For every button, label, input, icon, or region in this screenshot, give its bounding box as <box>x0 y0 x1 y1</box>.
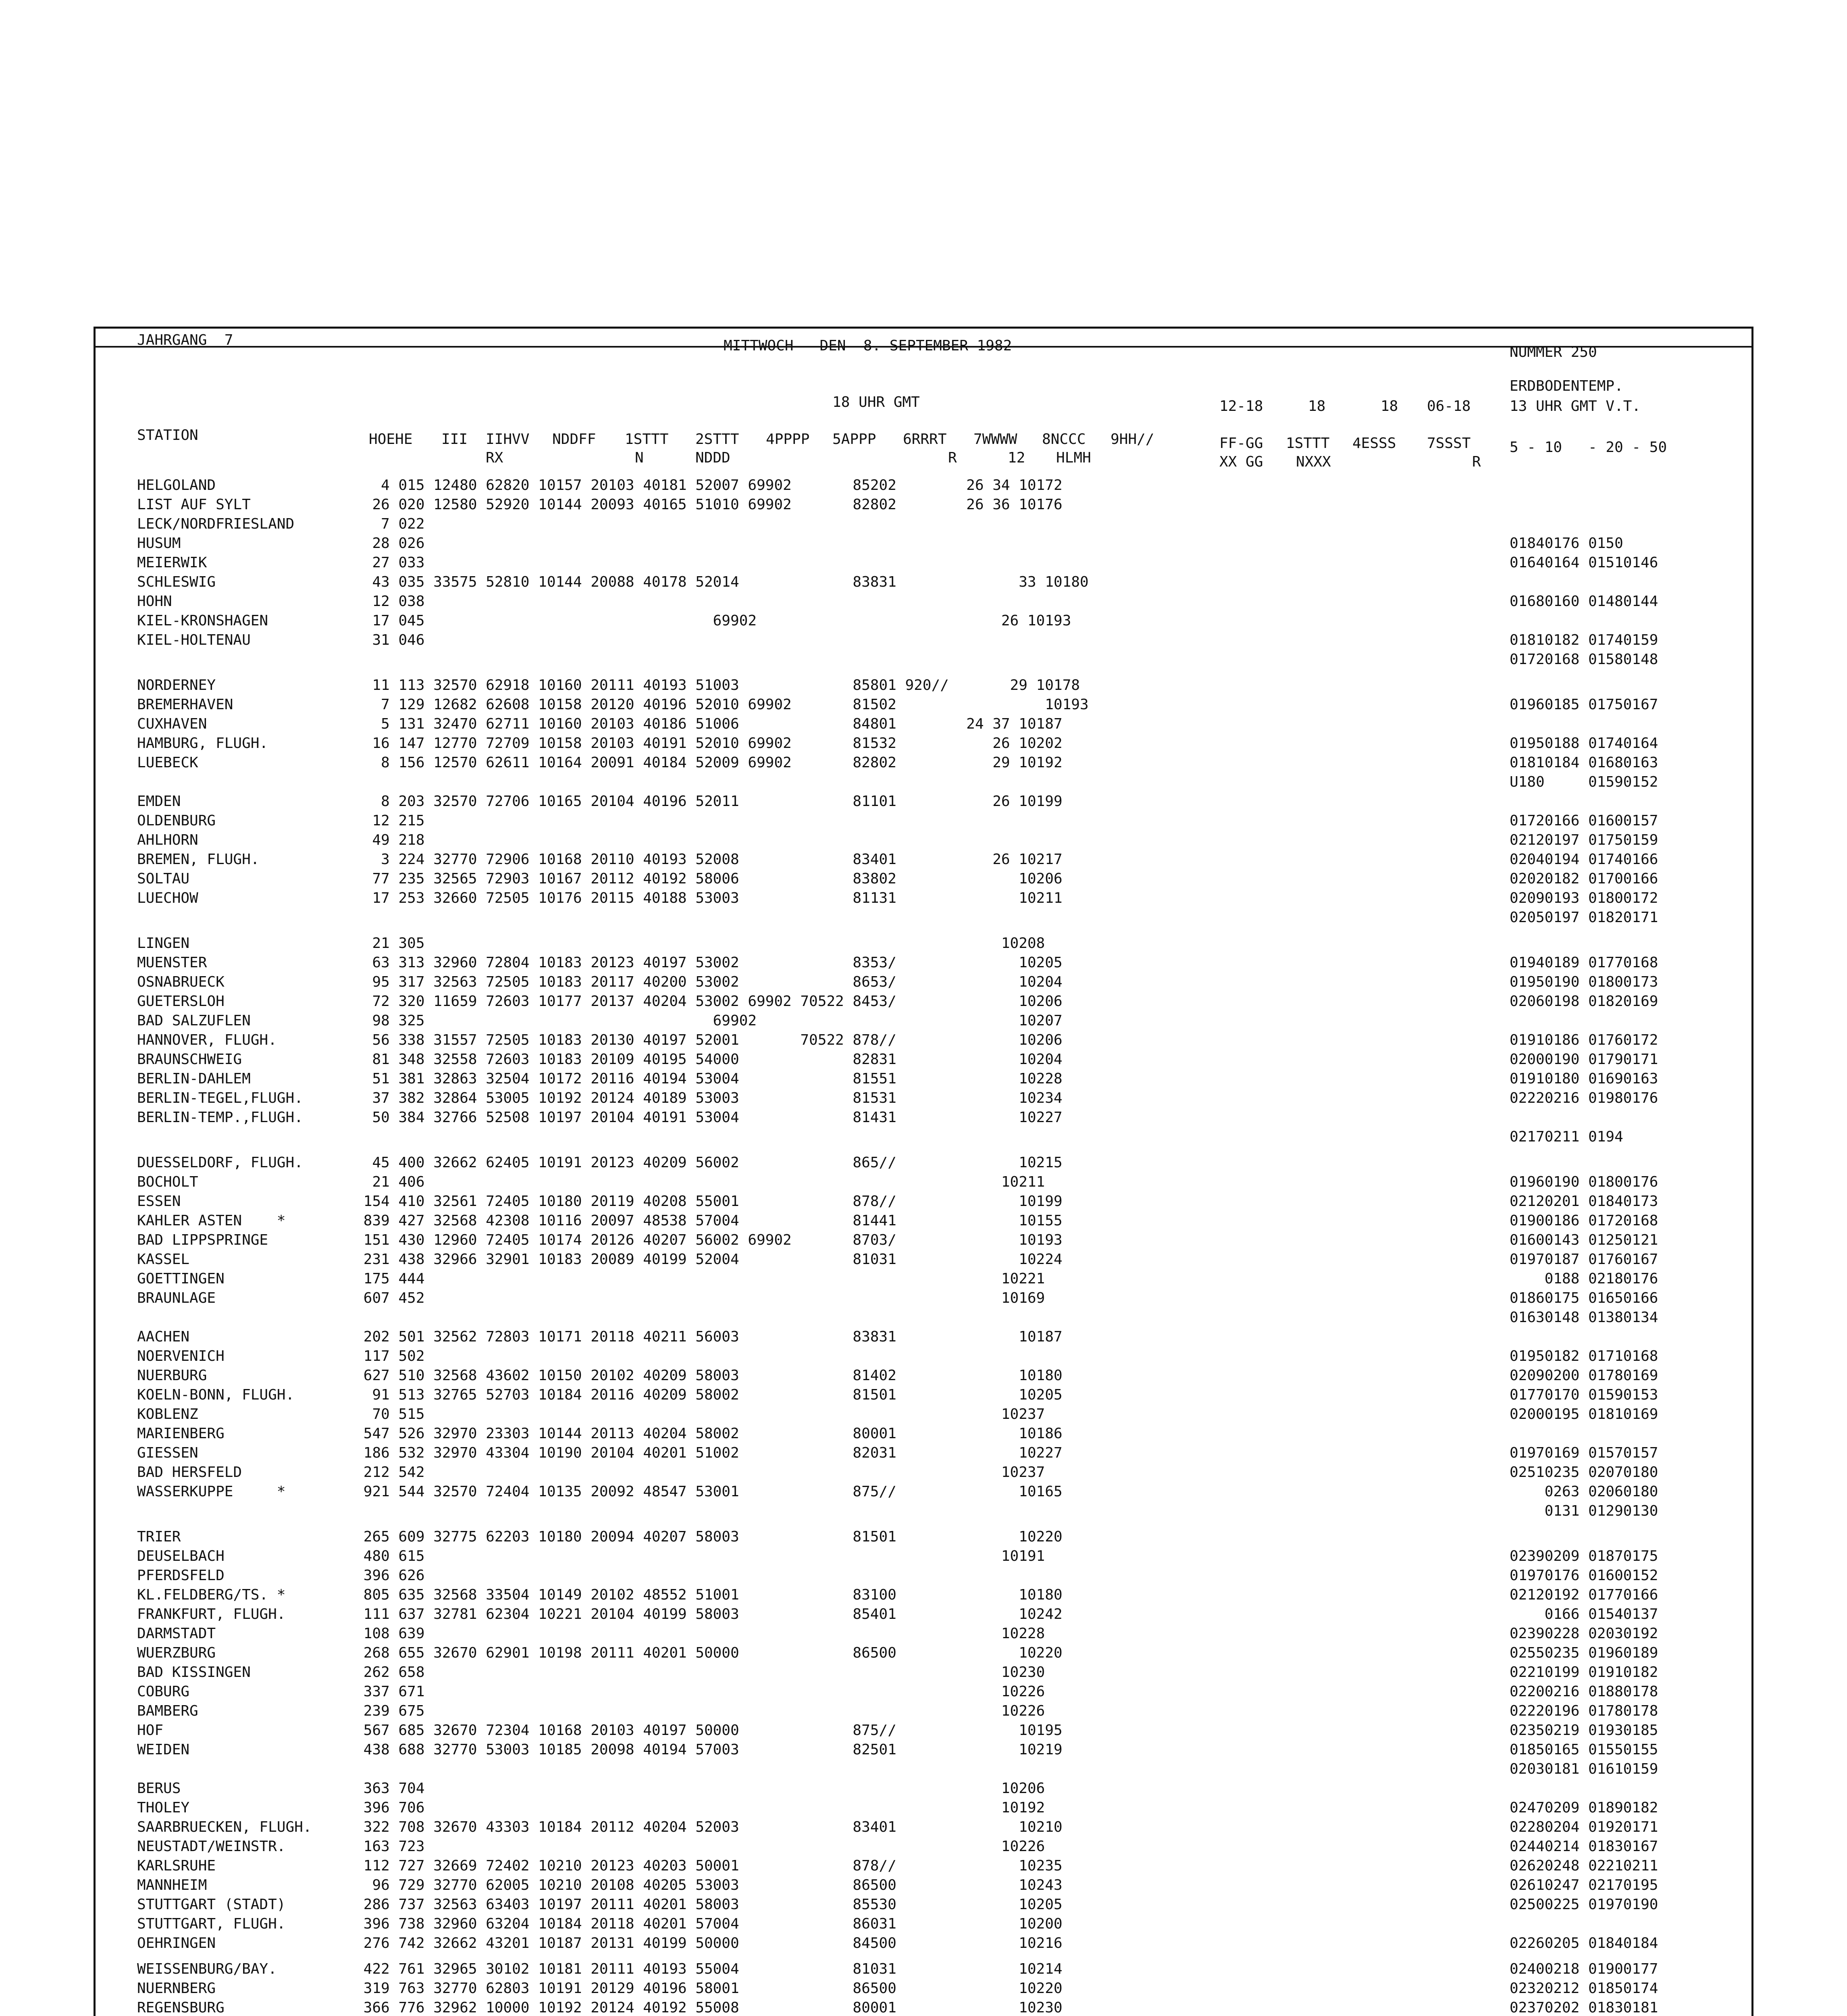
col-12: 12 <box>1008 450 1025 466</box>
station-name: STUTTGART (STADT) <box>137 1896 286 1913</box>
station-data: 163 723 10226 <box>355 1838 1045 1855</box>
soil-temperature: 01860175 01650166 <box>1510 1290 1658 1306</box>
soil-temperature: 01950182 01710168 <box>1510 1348 1658 1364</box>
col-nddff: NDDFF <box>552 431 596 448</box>
station-data: 231 438 32966 32901 10183 20089 40199 52004 81031 10224 <box>355 1251 1063 1268</box>
station-data: 12 038 <box>355 593 425 610</box>
station-name: WEISSENBURG/BAY. <box>137 1961 277 1977</box>
station-name: MANNHEIM <box>137 1877 207 1893</box>
station-data: 50 384 32766 52508 10197 20104 40191 53004 81431 10227 <box>355 1109 1063 1126</box>
col-1sttt: 1STTT <box>625 431 669 448</box>
station-name: BERLIN-TEGEL,FLUGH. <box>137 1090 303 1106</box>
col-iii: III <box>441 431 468 448</box>
col-18a: 18 <box>1308 398 1326 414</box>
station-data: 37 382 32864 53005 10192 20124 40189 53003 81531 10234 <box>355 1090 1063 1106</box>
soil-temperature: 02060198 01820169 <box>1510 993 1658 1010</box>
station-name: OSNABRUECK <box>137 974 225 990</box>
station-data: 8 203 32570 72706 10165 20104 40196 52011 81101 26 10199 <box>355 793 1063 810</box>
soil-temperature: 01720166 01600157 <box>1510 812 1658 829</box>
station-data: 63 313 32960 72804 10183 20123 40197 53002 8353/ 10205 <box>355 954 1063 971</box>
station-data: 51 381 32863 32504 10172 20116 40194 53004 81551 10228 <box>355 1070 1063 1087</box>
soil-temperature: 02000195 01810169 <box>1510 1406 1658 1422</box>
station-name: LECK/NORDFRIESLAND <box>137 516 295 532</box>
station-name: STUTTGART, FLUGH. <box>137 1916 286 1932</box>
station-name: BRAUNSCHWEIG <box>137 1051 242 1068</box>
station-data: 98 325 69902 10207 <box>355 1012 1063 1029</box>
erdboden-title: ERDBODENTEMP. <box>1510 378 1623 394</box>
station-data: 95 317 32563 72505 10183 20117 40200 53002 8653/ 10204 <box>355 974 1063 990</box>
soil-temperature: 01640164 01510146 <box>1510 554 1658 571</box>
soil-temperature: 02220196 01780178 <box>1510 1703 1658 1719</box>
col-depths: 5 - 10 - 20 - 50 <box>1510 439 1667 456</box>
station-data: 547 526 32970 23303 10144 20113 40204 58002 80001 10186 <box>355 1425 1063 1442</box>
soil-temperature: 01810182 01740159 <box>1510 632 1658 648</box>
soil-temperature: 02440214 01830167 <box>1510 1838 1658 1855</box>
col-18b: 18 <box>1381 398 1398 414</box>
col-r: R <box>948 450 957 466</box>
soil-temperature: 02200216 01880178 <box>1510 1683 1658 1700</box>
station-name: BREMERHAVEN <box>137 696 233 713</box>
soil-temperature: 01970187 01760167 <box>1510 1251 1658 1268</box>
station-name: BERLIN-TEMP.,FLUGH. <box>137 1109 303 1126</box>
col-7wwww: 7WWWW <box>973 431 1017 448</box>
soil-temperature: 02090193 01800172 <box>1510 890 1658 906</box>
station-data: 627 510 32568 43602 10150 20102 40209 58003 81402 10180 <box>355 1367 1063 1384</box>
soil-temperature: 02350219 01930185 <box>1510 1722 1658 1739</box>
station-name: BAD HERSFELD <box>137 1464 242 1481</box>
col-station: STATION <box>137 427 198 444</box>
station-name: KL.FELDBERG/TS. * <box>137 1587 286 1603</box>
station-data: 31 046 <box>355 632 425 648</box>
soil-temperature: 0166 01540137 <box>1510 1606 1658 1622</box>
station-name: NORDERNEY <box>137 677 216 694</box>
soil-temperature: 02370202 01830181 <box>1510 1999 1658 2016</box>
soil-temperature: 02390228 02030192 <box>1510 1625 1658 1642</box>
station-data: 337 671 10226 <box>355 1683 1045 1700</box>
soil-temperature: 02550235 01960189 <box>1510 1645 1658 1661</box>
station-data: 56 338 31557 72505 10183 20130 40197 52001 70522 878// 10206 <box>355 1032 1063 1048</box>
station-name: WUERZBURG <box>137 1645 216 1661</box>
station-data: 567 685 32670 72304 10168 20103 40197 50000 875// 10195 <box>355 1722 1063 1739</box>
station-name: BAD KISSINGEN <box>137 1664 251 1681</box>
soil-temperature: 01970176 01600152 <box>1510 1567 1658 1584</box>
station-data: 49 218 <box>355 832 425 848</box>
soil-temperature: 02390209 01870175 <box>1510 1548 1658 1564</box>
station-data: 480 615 10191 <box>355 1548 1045 1564</box>
station-data: 28 026 <box>355 535 425 552</box>
soil-temperature: 01960190 01800176 <box>1510 1174 1658 1190</box>
station-name: BOCHOLT <box>137 1174 198 1190</box>
soil-temperature: 02030181 01610159 <box>1510 1761 1658 1777</box>
col-4pppp: 4PPPP <box>766 431 810 448</box>
station-name: GOETTINGEN <box>137 1270 225 1287</box>
soil-temperature: 01950188 01740164 <box>1510 735 1658 752</box>
station-name: COBURG <box>137 1683 190 1700</box>
station-name: HAMBURG, FLUGH. <box>137 735 268 752</box>
col-nddd: NDDD <box>695 450 730 466</box>
station-data: 265 609 32775 62203 10180 20094 40207 58003 81501 10220 <box>355 1529 1063 1545</box>
station-name: SCHLESWIG <box>137 574 216 590</box>
station-data: 112 727 32669 72402 10210 20123 40203 50001 878// 10235 <box>355 1858 1063 1874</box>
station-data: 276 742 32662 43201 10187 20131 40199 50000 84500 10216 <box>355 1935 1063 1951</box>
col-n: N <box>635 450 644 466</box>
station-data: 175 444 10221 <box>355 1270 1045 1287</box>
group-18-uhr: 18 UHR GMT <box>832 394 920 410</box>
soil-temperature: 02260205 01840184 <box>1510 1935 1658 1951</box>
station-name: LIST AUF SYLT <box>137 496 251 513</box>
station-name: BREMEN, FLUGH. <box>137 851 260 868</box>
station-name: LINGEN <box>137 935 190 952</box>
station-name: KAHLER ASTEN * <box>137 1212 286 1229</box>
station-data: 151 430 12960 72405 10174 20126 40207 56002 69902 8703/ 10193 <box>355 1232 1063 1248</box>
erdboden-time: 13 UHR GMT V.T. <box>1510 398 1641 414</box>
station-data: 77 235 32565 72903 10167 20112 40192 58006 83802 10206 <box>355 871 1063 887</box>
soil-temperature: 02320212 01850174 <box>1510 1980 1658 1997</box>
station-data: 366 776 32962 10000 10192 20124 40192 55008 80001 10230 <box>355 1999 1063 2016</box>
soil-temperature: 02220216 01980176 <box>1510 1090 1658 1106</box>
col-12-18: 12-18 <box>1219 398 1263 414</box>
station-name: OLDENBURG <box>137 812 216 829</box>
station-data: 11 113 32570 62918 10160 20111 40193 51003 85801 920// 29 10178 <box>355 677 1080 694</box>
station-data: 3 224 32770 72906 10168 20110 40193 52008 83401 26 10217 <box>355 851 1063 868</box>
soil-temperature: 01970169 01570157 <box>1510 1445 1658 1461</box>
soil-temperature: 01950190 01800173 <box>1510 974 1658 990</box>
station-name: KASSEL <box>137 1251 190 1268</box>
station-name: BERLIN-DAHLEM <box>137 1070 251 1087</box>
soil-temperature: 01850165 01550155 <box>1510 1741 1658 1758</box>
station-data: 239 675 10226 <box>355 1703 1045 1719</box>
station-data: 108 639 10228 <box>355 1625 1045 1642</box>
station-data: 5 131 32470 62711 10160 20103 40186 51006 84801 24 37 10187 <box>355 716 1063 732</box>
station-name: MARIENBERG <box>137 1425 225 1442</box>
station-name: HELGOLAND <box>137 477 216 494</box>
soil-temperature: U180 01590152 <box>1510 774 1658 790</box>
col-4esss: 4ESSS <box>1352 435 1396 452</box>
station-data: 268 655 32670 62901 10198 20111 40201 50000 86500 10220 <box>355 1645 1063 1661</box>
soil-temperature: 01630148 01380134 <box>1510 1309 1658 1326</box>
soil-temperature: 01840176 0150 <box>1510 535 1623 552</box>
station-name: OEHRINGEN <box>137 1935 216 1951</box>
date-line: MITTWOCH DEN 8. SEPTEMBER 1982 <box>724 337 1012 354</box>
soil-temperature: 02120197 01750159 <box>1510 832 1658 848</box>
col-nxxx: NXXX <box>1296 454 1331 470</box>
col-1sttt-2: 1STTT <box>1286 435 1330 452</box>
station-data: 26 020 12580 52920 10144 20093 40165 51010 69902 82802 26 36 10176 <box>355 496 1063 513</box>
soil-temperature: 02050197 01820171 <box>1510 909 1658 926</box>
soil-temperature: 01600143 01250121 <box>1510 1232 1658 1248</box>
station-name: HOHN <box>137 593 172 610</box>
col-rx: RX <box>486 450 503 466</box>
col-6rrrt: 6RRRT <box>903 431 947 448</box>
soil-temperature: 02120192 01770166 <box>1510 1587 1658 1603</box>
station-name: FRANKFURT, FLUGH. <box>137 1606 286 1622</box>
station-name: AHLHORN <box>137 832 198 848</box>
station-data: 805 635 32568 33504 10149 20102 48552 51001 83100 10180 <box>355 1587 1063 1603</box>
station-name: BAD LIPPSPRINGE <box>137 1232 268 1248</box>
station-name: AACHEN <box>137 1329 190 1345</box>
station-data: 16 147 12770 72709 10158 20103 40191 52010 69902 81532 26 10202 <box>355 735 1063 752</box>
station-name: BAD SALZUFLEN <box>137 1012 251 1029</box>
soil-temperature: 02020182 01700166 <box>1510 871 1658 887</box>
station-name: CUXHAVEN <box>137 716 207 732</box>
station-data: 921 544 32570 72404 10135 20092 48547 53001 875// 10165 <box>355 1483 1063 1500</box>
col-9hh: 9HH// <box>1111 431 1154 448</box>
col-hlmh: HLMH <box>1056 450 1091 466</box>
station-name: NOERVENICH <box>137 1348 225 1364</box>
col-8nccc: 8NCCC <box>1042 431 1086 448</box>
station-data: 607 452 10169 <box>355 1290 1045 1306</box>
station-name: KIEL-HOLTENAU <box>137 632 251 648</box>
station-name: GUETERSLOH <box>137 993 225 1010</box>
station-data: 319 763 32770 62803 10191 20129 40196 58001 86500 10220 <box>355 1980 1063 1997</box>
station-name: REGENSBURG <box>137 1999 225 2016</box>
soil-temperature: 02620248 02210211 <box>1510 1858 1658 1874</box>
station-name: DEUSELBACH <box>137 1548 225 1564</box>
station-data: 438 688 32770 53003 10185 20098 40194 57003 82501 10219 <box>355 1741 1063 1758</box>
station-data: 8 156 12570 62611 10164 20091 40184 52009 69902 82802 29 10192 <box>355 754 1063 771</box>
soil-temperature: 01960185 01750167 <box>1510 696 1658 713</box>
station-data: 839 427 32568 42308 10116 20097 48538 57004 81441 10155 <box>355 1212 1063 1229</box>
soil-temperature: 01900186 01720168 <box>1510 1212 1658 1229</box>
soil-temperature: 0188 02180176 <box>1510 1270 1658 1287</box>
soil-temperature: 02210199 01910182 <box>1510 1664 1658 1681</box>
station-data: 186 532 32970 43304 10190 20104 40201 51002 82031 10227 <box>355 1445 1063 1461</box>
station-name: TRIER <box>137 1529 181 1545</box>
soil-temperature: 02400218 01900177 <box>1510 1961 1658 1977</box>
station-data: 262 658 10230 <box>355 1664 1045 1681</box>
soil-temperature: 0263 02060180 <box>1510 1483 1658 1500</box>
station-name: NUERBURG <box>137 1367 207 1384</box>
soil-temperature: 02120201 01840173 <box>1510 1193 1658 1210</box>
station-data: 43 035 33575 52810 10144 20088 40178 52014 83831 33 10180 <box>355 574 1089 590</box>
soil-temperature: 02090200 01780169 <box>1510 1367 1658 1384</box>
soil-temperature: 01910186 01760172 <box>1510 1032 1658 1048</box>
station-name: MEIERWIK <box>137 554 207 571</box>
station-name: MUENSTER <box>137 954 207 971</box>
soil-temperature: 01680160 01480144 <box>1510 593 1658 610</box>
station-data: 363 704 10206 <box>355 1780 1045 1797</box>
soil-temperature: 02470209 01890182 <box>1510 1799 1658 1816</box>
station-data: 212 542 10237 <box>355 1464 1045 1481</box>
station-name: HUSUM <box>137 535 181 552</box>
station-data: 21 406 10211 <box>355 1174 1045 1190</box>
station-name: KOELN-BONN, FLUGH. <box>137 1387 295 1403</box>
soil-temperature: 01720168 01580148 <box>1510 651 1658 668</box>
soil-temperature: 02170211 0194 <box>1510 1129 1623 1145</box>
station-data: 396 738 32960 63204 10184 20118 40201 57004 86031 10200 <box>355 1916 1063 1932</box>
station-name: WASSERKUPPE * <box>137 1483 286 1500</box>
col-xx-gg: XX GG <box>1219 454 1263 470</box>
station-data: 111 637 32781 62304 10221 20104 40199 58003 85401 10242 <box>355 1606 1063 1622</box>
station-name: SAARBRUECKEN, FLUGH. <box>137 1819 312 1835</box>
station-data: 27 033 <box>355 554 425 571</box>
station-data: 17 253 32660 72505 10176 20115 40188 53003 81131 10211 <box>355 890 1063 906</box>
soil-temperature: 01770170 01590153 <box>1510 1387 1658 1403</box>
station-name: THOLEY <box>137 1799 190 1816</box>
jahrgang: JAHRGANG 7 <box>137 332 233 348</box>
station-data: 154 410 32561 72405 10180 20119 40208 55001 878// 10199 <box>355 1193 1063 1210</box>
station-data: 91 513 32765 52703 10184 20116 40209 58002 81501 10205 <box>355 1387 1063 1403</box>
col-7ssst: 7SSST <box>1427 435 1471 452</box>
col-06-18: 06-18 <box>1427 398 1471 414</box>
station-data: 12 215 <box>355 812 425 829</box>
soil-temperature: 02610247 02170195 <box>1510 1877 1658 1893</box>
station-name: HANNOVER, FLUGH. <box>137 1032 277 1048</box>
col-ff-gg: FF-GG <box>1219 435 1263 452</box>
station-data: 45 400 32662 62405 10191 20123 40209 56002 865// 10215 <box>355 1154 1063 1171</box>
station-data: 396 706 10192 <box>355 1799 1045 1816</box>
col-hoehe: HOEHE <box>369 431 413 448</box>
station-data: 396 626 <box>355 1567 425 1584</box>
station-data: 117 502 <box>355 1348 425 1364</box>
soil-temperature: 01940189 01770168 <box>1510 954 1658 971</box>
station-name: DARMSTADT <box>137 1625 216 1642</box>
station-data: 72 320 11659 72603 10177 20137 40204 53002 69902 70522 8453/ 10206 <box>355 993 1063 1010</box>
station-data: 322 708 32670 43303 10184 20112 40204 52003 83401 10210 <box>355 1819 1063 1835</box>
station-name: NEUSTADT/WEINSTR. <box>137 1838 286 1855</box>
station-name: KARLSRUHE <box>137 1858 216 1874</box>
station-data: 202 501 32562 72803 10171 20118 40211 56003 83831 10187 <box>355 1329 1063 1345</box>
soil-temperature: 01910180 01690163 <box>1510 1070 1658 1087</box>
station-name: BAMBERG <box>137 1703 198 1719</box>
station-data: 81 348 32558 72603 10183 20109 40195 54000 82831 10204 <box>355 1051 1063 1068</box>
station-name: GIESSEN <box>137 1445 198 1461</box>
station-name: KOBLENZ <box>137 1406 198 1422</box>
soil-temperature: 02500225 01970190 <box>1510 1896 1658 1913</box>
station-name: WEIDEN <box>137 1741 190 1758</box>
soil-temperature: 02510235 02070180 <box>1510 1464 1658 1481</box>
station-name: LUECHOW <box>137 890 198 906</box>
station-name: KIEL-KRONSHAGEN <box>137 612 268 629</box>
col-iihvv: IIHVV <box>486 431 530 448</box>
station-data: 17 045 69902 26 10193 <box>355 612 1071 629</box>
station-data: 4 015 12480 62820 10157 20103 40181 52007 69902 85202 26 34 10172 <box>355 477 1063 494</box>
soil-temperature: 01810184 01680163 <box>1510 754 1658 771</box>
soil-temperature: 02280204 01920171 <box>1510 1819 1658 1835</box>
station-name: SOLTAU <box>137 871 190 887</box>
station-name: DUESSELDORF, FLUGH. <box>137 1154 303 1171</box>
station-name: LUEBECK <box>137 754 198 771</box>
col-2sttt: 2STTT <box>695 431 739 448</box>
col-r2: R <box>1472 454 1481 470</box>
soil-temperature: 02000190 01790171 <box>1510 1051 1658 1068</box>
station-name: BERUS <box>137 1780 181 1797</box>
soil-temperature: 02040194 01740166 <box>1510 851 1658 868</box>
station-data: 70 515 10237 <box>355 1406 1045 1422</box>
station-name: NUERNBERG <box>137 1980 216 1997</box>
station-data: 21 305 10208 <box>355 935 1045 952</box>
station-data: 422 761 32965 30102 10181 20111 40193 55004 81031 10214 <box>355 1961 1063 1977</box>
station-data: 286 737 32563 63403 10197 20111 40201 58003 85530 10205 <box>355 1896 1063 1913</box>
station-name: BRAUNLAGE <box>137 1290 216 1306</box>
issue-number: NUMMER 250 <box>1510 344 1597 360</box>
col-5appp: 5APPP <box>832 431 876 448</box>
station-data: 96 729 32770 62005 10210 20108 40205 53003 86500 10243 <box>355 1877 1063 1893</box>
station-name: EMDEN <box>137 793 181 810</box>
soil-temperature: 0131 01290130 <box>1510 1503 1658 1519</box>
station-data: 7 022 <box>355 516 425 532</box>
station-name: PFERDSFELD <box>137 1567 225 1584</box>
station-data: 7 129 12682 62608 10158 20120 40196 52010 69902 81502 10193 <box>355 696 1089 713</box>
station-name: ESSEN <box>137 1193 181 1210</box>
station-name: HOF <box>137 1722 164 1739</box>
